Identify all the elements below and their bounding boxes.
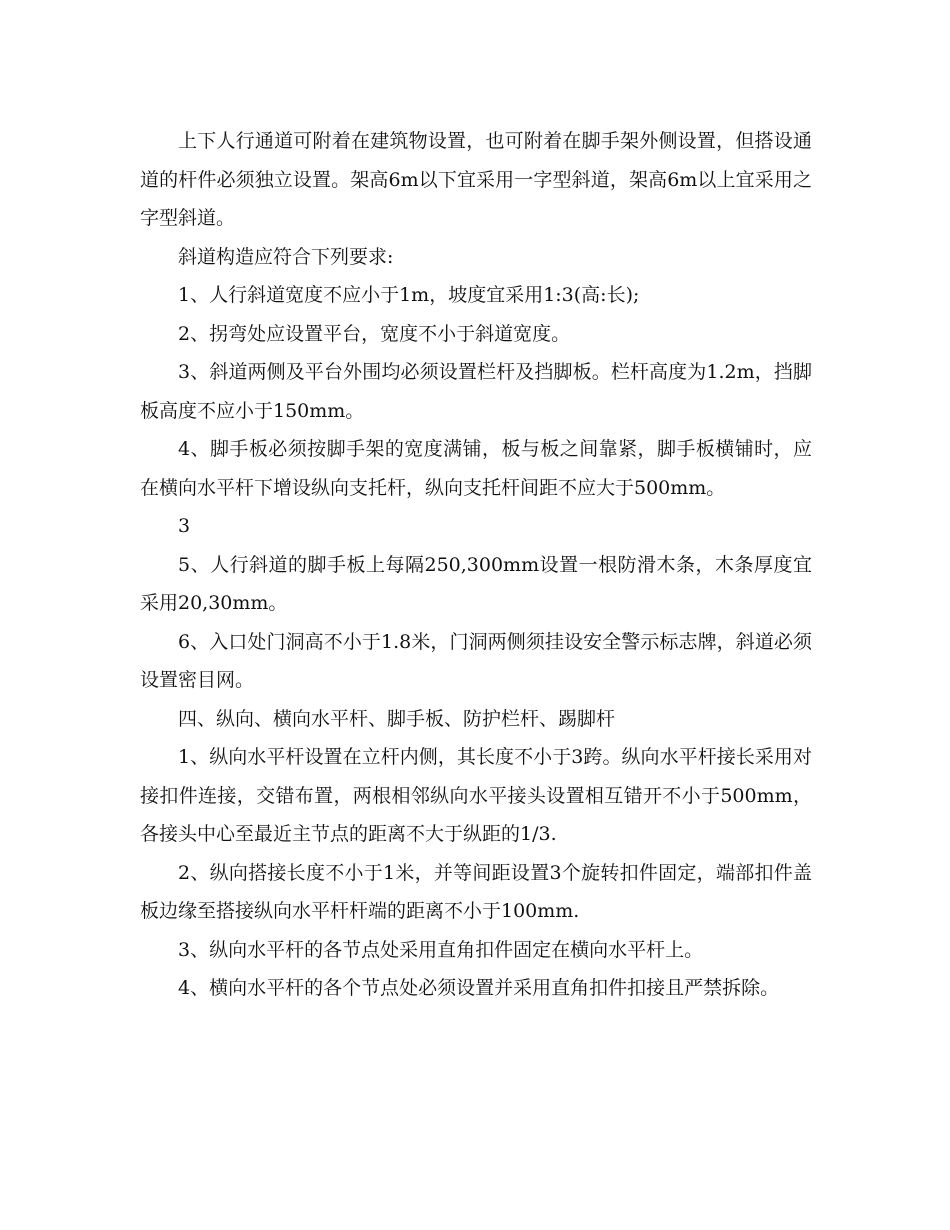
paragraph-rail-item-1: 1、纵向水平杆设置在立杆内侧，其长度不小于3跨。纵向水平杆接长采用对接扣件连接，交错布置，两根相邻纵向水平接头设置相互错开不小于500mm，各接头中心至最近主节点的距离不大于纵距的1/3. <box>140 746 812 845</box>
paragraph-rail-item-4: 4、横向水平杆的各个节点处必须设置并采用直角扣件扣接且严禁拆除。 <box>178 977 780 999</box>
paragraph-ramp-requirements-heading: 斜道构造应符合下列要求: <box>178 245 394 268</box>
paragraph-rail-item-3: 3、纵向水平杆的各节点处采用直角扣件固定在横向水平杆上。 <box>178 938 704 961</box>
section-heading-four: 四、纵向、横向水平杆、脚手板、防护栏杆、踢脚杆 <box>178 707 616 730</box>
paragraph-ramp-item-1: 1、人行斜道宽度不应小于1m，坡度宜采用1:3(高:长); <box>178 284 640 306</box>
document-page <box>140 122 812 1008</box>
paragraph-ramp-item-3: 3、斜道两侧及平台外围均必须设置栏杆及挡脚板。栏杆高度为1.2m，挡脚板高度不应小于150mm。 <box>140 361 812 422</box>
paragraph-ramp-item-6: 6、入口处门洞高不小于1.8米，门洞两侧须挂设安全警示标志牌，斜道必须设置密目网。 <box>140 630 812 691</box>
paragraph-ramp-item-4: 4、脚手板必须按脚手架的宽度满铺，板与板之间靠紧，脚手板横铺时，应在横向水平杆下增设纵向支托杆，纵向支托杆间距不应大于500mm。 <box>140 438 812 499</box>
paragraph-walkway-intro: 上下人行通道可附着在建筑物设置，也可附着在脚手架外侧设置，但搭设通道的杆件必须独立设置。架高6m以下宜采用一字型斜道，架高6m以上宜采用之字型斜道。 <box>140 130 812 229</box>
page-number: 3 <box>178 515 191 537</box>
paragraph-ramp-item-5: 5、人行斜道的脚手板上每隔250,300mm设置一根防滑木条，木条厚度宜采用20,30mm。 <box>140 553 812 614</box>
paragraph-rail-item-2: 2、纵向搭接长度不小于1米，并等间距设置3个旋转扣件固定，端部扣件盖板边缘至搭接纵向水平杆杆端的距离不小于100mm. <box>140 861 812 922</box>
paragraph-ramp-item-2: 2、拐弯处应设置平台，宽度不小于斜道宽度。 <box>178 322 571 345</box>
